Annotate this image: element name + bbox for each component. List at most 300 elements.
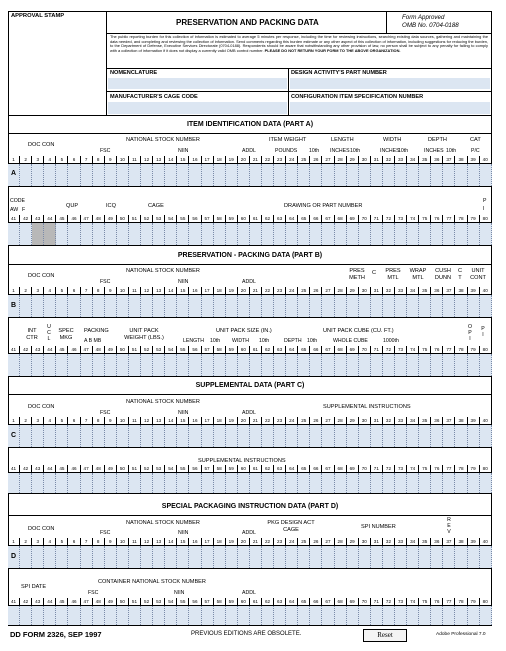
data-cell[interactable] bbox=[431, 546, 443, 568]
data-cell[interactable] bbox=[105, 606, 117, 625]
data-cell[interactable] bbox=[395, 546, 407, 568]
data-cell[interactable] bbox=[68, 546, 80, 568]
data-cell[interactable] bbox=[238, 546, 250, 568]
data-cell[interactable] bbox=[177, 354, 189, 376]
data-cell[interactable] bbox=[383, 425, 395, 447]
part-d-data-row-2[interactable] bbox=[8, 605, 492, 626]
data-cell[interactable] bbox=[468, 473, 480, 493]
data-cell[interactable] bbox=[238, 606, 250, 625]
data-cell[interactable] bbox=[141, 473, 153, 493]
data-cell[interactable] bbox=[419, 164, 431, 186]
data-cell[interactable] bbox=[32, 425, 44, 447]
data-cell[interactable] bbox=[310, 546, 322, 568]
data-cell[interactable] bbox=[407, 473, 419, 493]
data-cell[interactable] bbox=[310, 425, 322, 447]
data-cell[interactable] bbox=[407, 546, 419, 568]
data-cell[interactable] bbox=[347, 425, 359, 447]
data-cell[interactable] bbox=[455, 606, 467, 625]
data-cell[interactable] bbox=[105, 473, 117, 493]
data-cell[interactable] bbox=[383, 223, 395, 245]
data-cell[interactable] bbox=[238, 223, 250, 245]
data-cell[interactable] bbox=[44, 606, 56, 625]
data-cell[interactable] bbox=[20, 223, 32, 245]
reset-button[interactable]: Reset bbox=[363, 629, 407, 642]
data-cell[interactable] bbox=[347, 606, 359, 625]
data-cell[interactable] bbox=[322, 425, 334, 447]
data-cell[interactable] bbox=[468, 425, 480, 447]
data-cell[interactable] bbox=[153, 354, 165, 376]
data-cell[interactable] bbox=[226, 164, 238, 186]
data-cell[interactable] bbox=[20, 295, 32, 317]
data-cell[interactable] bbox=[117, 425, 129, 447]
data-cell[interactable] bbox=[93, 354, 105, 376]
data-cell[interactable] bbox=[93, 295, 105, 317]
data-cell[interactable] bbox=[407, 425, 419, 447]
data-cell[interactable] bbox=[32, 473, 44, 493]
data-cell[interactable] bbox=[480, 546, 492, 568]
data-cell[interactable] bbox=[153, 425, 165, 447]
data-cell[interactable] bbox=[480, 354, 492, 376]
data-cell[interactable] bbox=[359, 546, 371, 568]
data-cell[interactable] bbox=[177, 546, 189, 568]
data-cell[interactable] bbox=[298, 425, 310, 447]
data-cell[interactable] bbox=[262, 546, 274, 568]
part-a-data-row-1[interactable] bbox=[8, 163, 492, 187]
data-cell[interactable] bbox=[44, 354, 56, 376]
data-cell[interactable] bbox=[250, 606, 262, 625]
data-cell[interactable] bbox=[262, 164, 274, 186]
data-cell[interactable] bbox=[56, 606, 68, 625]
data-cell[interactable] bbox=[214, 546, 226, 568]
data-cell[interactable] bbox=[129, 223, 141, 245]
data-cell[interactable] bbox=[383, 473, 395, 493]
data-cell[interactable] bbox=[322, 606, 334, 625]
data-cell[interactable] bbox=[177, 473, 189, 493]
data-cell[interactable] bbox=[419, 606, 431, 625]
data-cell[interactable] bbox=[359, 354, 371, 376]
data-cell[interactable] bbox=[347, 473, 359, 493]
data-cell[interactable] bbox=[250, 473, 262, 493]
data-cell[interactable] bbox=[129, 164, 141, 186]
part-d-data-row-1[interactable] bbox=[8, 545, 492, 569]
data-cell[interactable] bbox=[443, 546, 455, 568]
data-cell[interactable] bbox=[468, 295, 480, 317]
data-cell[interactable] bbox=[431, 473, 443, 493]
data-cell[interactable] bbox=[335, 164, 347, 186]
data-cell[interactable] bbox=[20, 425, 32, 447]
data-cell[interactable] bbox=[322, 164, 334, 186]
data-cell[interactable] bbox=[286, 164, 298, 186]
data-cell[interactable] bbox=[153, 164, 165, 186]
part-a-data-row-2[interactable] bbox=[8, 222, 492, 246]
data-cell[interactable] bbox=[274, 295, 286, 317]
data-cell[interactable] bbox=[189, 223, 201, 245]
data-cell[interactable] bbox=[371, 473, 383, 493]
data-cell[interactable] bbox=[468, 606, 480, 625]
data-cell[interactable] bbox=[32, 164, 44, 186]
data-cell[interactable] bbox=[335, 606, 347, 625]
data-cell[interactable] bbox=[395, 223, 407, 245]
data-cell[interactable] bbox=[129, 546, 141, 568]
data-cell[interactable] bbox=[226, 295, 238, 317]
data-cell[interactable] bbox=[153, 223, 165, 245]
data-cell[interactable] bbox=[371, 295, 383, 317]
data-cell[interactable] bbox=[262, 295, 274, 317]
data-cell[interactable] bbox=[238, 164, 250, 186]
data-cell[interactable] bbox=[347, 164, 359, 186]
data-cell[interactable] bbox=[407, 223, 419, 245]
data-cell[interactable] bbox=[455, 164, 467, 186]
data-cell[interactable] bbox=[117, 295, 129, 317]
data-cell[interactable] bbox=[8, 473, 20, 493]
data-cell[interactable] bbox=[44, 473, 56, 493]
data-cell[interactable] bbox=[262, 223, 274, 245]
data-cell[interactable] bbox=[298, 473, 310, 493]
data-cell[interactable] bbox=[335, 354, 347, 376]
data-cell[interactable] bbox=[468, 164, 480, 186]
data-cell[interactable] bbox=[165, 606, 177, 625]
data-cell[interactable] bbox=[68, 223, 80, 245]
data-cell[interactable] bbox=[419, 223, 431, 245]
data-cell[interactable] bbox=[153, 546, 165, 568]
data-cell[interactable] bbox=[395, 473, 407, 493]
data-cell[interactable] bbox=[286, 546, 298, 568]
data-cell[interactable] bbox=[335, 223, 347, 245]
data-cell[interactable] bbox=[129, 425, 141, 447]
data-cell[interactable] bbox=[20, 606, 32, 625]
data-cell[interactable] bbox=[226, 354, 238, 376]
data-cell[interactable] bbox=[56, 223, 68, 245]
data-cell[interactable] bbox=[141, 606, 153, 625]
data-cell[interactable] bbox=[189, 354, 201, 376]
data-cell[interactable] bbox=[81, 425, 93, 447]
data-cell[interactable] bbox=[165, 223, 177, 245]
data-cell[interactable] bbox=[383, 606, 395, 625]
data-cell[interactable] bbox=[214, 164, 226, 186]
data-cell[interactable] bbox=[81, 546, 93, 568]
data-cell[interactable] bbox=[93, 606, 105, 625]
data-cell[interactable] bbox=[455, 546, 467, 568]
data-cell[interactable] bbox=[298, 606, 310, 625]
data-cell[interactable] bbox=[202, 295, 214, 317]
part-b-data-row-1[interactable] bbox=[8, 294, 492, 318]
part-c-data-row-2[interactable] bbox=[8, 472, 492, 494]
data-cell[interactable] bbox=[443, 606, 455, 625]
data-cell[interactable] bbox=[44, 295, 56, 317]
data-cell[interactable] bbox=[431, 354, 443, 376]
data-cell[interactable] bbox=[20, 164, 32, 186]
data-cell[interactable] bbox=[81, 164, 93, 186]
data-cell[interactable] bbox=[419, 354, 431, 376]
data-cell[interactable] bbox=[359, 606, 371, 625]
data-cell[interactable] bbox=[431, 606, 443, 625]
data-cell[interactable] bbox=[105, 425, 117, 447]
data-cell[interactable] bbox=[189, 425, 201, 447]
data-cell[interactable] bbox=[202, 223, 214, 245]
data-cell[interactable] bbox=[480, 606, 492, 625]
data-cell[interactable] bbox=[153, 473, 165, 493]
data-cell[interactable] bbox=[56, 425, 68, 447]
data-cell[interactable] bbox=[480, 295, 492, 317]
data-cell[interactable] bbox=[407, 606, 419, 625]
data-cell[interactable] bbox=[335, 473, 347, 493]
data-cell[interactable] bbox=[310, 606, 322, 625]
data-cell[interactable] bbox=[141, 546, 153, 568]
data-cell[interactable] bbox=[310, 354, 322, 376]
data-cell[interactable] bbox=[81, 354, 93, 376]
data-cell[interactable] bbox=[177, 606, 189, 625]
data-cell[interactable] bbox=[298, 546, 310, 568]
data-cell[interactable] bbox=[286, 295, 298, 317]
data-cell[interactable] bbox=[395, 295, 407, 317]
data-cell[interactable] bbox=[274, 164, 286, 186]
data-cell[interactable] bbox=[68, 473, 80, 493]
data-cell[interactable] bbox=[347, 546, 359, 568]
data-cell[interactable] bbox=[250, 354, 262, 376]
data-cell[interactable] bbox=[214, 473, 226, 493]
data-cell[interactable] bbox=[105, 164, 117, 186]
data-cell[interactable] bbox=[56, 546, 68, 568]
data-cell[interactable] bbox=[141, 295, 153, 317]
data-cell[interactable] bbox=[117, 473, 129, 493]
data-cell[interactable] bbox=[371, 354, 383, 376]
data-cell[interactable] bbox=[32, 354, 44, 376]
data-cell[interactable] bbox=[165, 295, 177, 317]
data-cell[interactable] bbox=[419, 425, 431, 447]
data-cell[interactable] bbox=[274, 546, 286, 568]
data-cell[interactable] bbox=[407, 295, 419, 317]
data-cell[interactable] bbox=[262, 354, 274, 376]
data-cell[interactable] bbox=[20, 546, 32, 568]
data-cell[interactable] bbox=[105, 546, 117, 568]
data-cell[interactable] bbox=[8, 606, 20, 625]
data-cell[interactable] bbox=[141, 354, 153, 376]
data-cell[interactable] bbox=[250, 295, 262, 317]
data-cell[interactable] bbox=[310, 295, 322, 317]
config-spec-field[interactable] bbox=[290, 102, 490, 114]
data-cell[interactable] bbox=[262, 606, 274, 625]
data-cell[interactable] bbox=[117, 223, 129, 245]
data-cell[interactable] bbox=[298, 223, 310, 245]
data-cell[interactable] bbox=[407, 164, 419, 186]
data-cell[interactable] bbox=[177, 223, 189, 245]
data-cell[interactable] bbox=[359, 425, 371, 447]
data-cell[interactable] bbox=[371, 606, 383, 625]
data-cell[interactable] bbox=[153, 606, 165, 625]
data-cell[interactable] bbox=[226, 606, 238, 625]
data-cell[interactable] bbox=[298, 354, 310, 376]
data-cell[interactable] bbox=[480, 164, 492, 186]
data-cell[interactable] bbox=[359, 164, 371, 186]
data-cell[interactable] bbox=[189, 546, 201, 568]
data-cell[interactable] bbox=[44, 425, 56, 447]
design-part-field[interactable] bbox=[290, 78, 490, 89]
data-cell[interactable] bbox=[359, 295, 371, 317]
data-cell[interactable] bbox=[443, 425, 455, 447]
data-cell[interactable] bbox=[93, 546, 105, 568]
data-cell[interactable] bbox=[431, 223, 443, 245]
data-cell[interactable] bbox=[322, 354, 334, 376]
data-cell[interactable] bbox=[226, 546, 238, 568]
data-cell[interactable] bbox=[395, 606, 407, 625]
data-cell[interactable] bbox=[419, 295, 431, 317]
data-cell[interactable] bbox=[455, 425, 467, 447]
data-cell[interactable] bbox=[129, 295, 141, 317]
cage-code-field[interactable] bbox=[108, 102, 287, 114]
data-cell[interactable] bbox=[177, 164, 189, 186]
data-cell[interactable] bbox=[32, 295, 44, 317]
data-cell[interactable] bbox=[407, 354, 419, 376]
data-cell[interactable] bbox=[443, 473, 455, 493]
data-cell[interactable] bbox=[165, 546, 177, 568]
data-cell[interactable] bbox=[177, 295, 189, 317]
data-cell[interactable] bbox=[202, 425, 214, 447]
data-cell[interactable] bbox=[20, 354, 32, 376]
data-cell[interactable] bbox=[274, 473, 286, 493]
data-cell[interactable] bbox=[286, 425, 298, 447]
data-cell[interactable] bbox=[274, 223, 286, 245]
data-cell[interactable] bbox=[298, 295, 310, 317]
data-cell[interactable] bbox=[419, 546, 431, 568]
data-cell[interactable] bbox=[32, 606, 44, 625]
data-cell[interactable] bbox=[455, 223, 467, 245]
data-cell[interactable] bbox=[322, 546, 334, 568]
data-cell[interactable] bbox=[214, 425, 226, 447]
data-cell[interactable] bbox=[322, 473, 334, 493]
data-cell[interactable] bbox=[371, 546, 383, 568]
data-cell[interactable] bbox=[214, 354, 226, 376]
data-cell[interactable] bbox=[371, 223, 383, 245]
data-cell[interactable] bbox=[347, 223, 359, 245]
data-cell[interactable] bbox=[20, 473, 32, 493]
data-cell[interactable] bbox=[81, 295, 93, 317]
data-cell[interactable] bbox=[202, 606, 214, 625]
data-cell[interactable] bbox=[359, 473, 371, 493]
data-cell[interactable] bbox=[189, 606, 201, 625]
data-cell[interactable] bbox=[189, 473, 201, 493]
data-cell[interactable] bbox=[383, 354, 395, 376]
data-cell[interactable] bbox=[105, 295, 117, 317]
data-cell[interactable] bbox=[68, 164, 80, 186]
data-cell[interactable] bbox=[117, 546, 129, 568]
data-cell[interactable] bbox=[165, 473, 177, 493]
data-cell[interactable] bbox=[214, 223, 226, 245]
data-cell[interactable] bbox=[468, 223, 480, 245]
data-cell[interactable] bbox=[202, 546, 214, 568]
data-cell[interactable] bbox=[443, 354, 455, 376]
part-c-data-row-1[interactable] bbox=[8, 424, 492, 448]
data-cell[interactable] bbox=[335, 425, 347, 447]
data-cell[interactable] bbox=[419, 473, 431, 493]
data-cell[interactable] bbox=[8, 223, 20, 245]
data-cell[interactable] bbox=[141, 164, 153, 186]
data-cell[interactable] bbox=[202, 164, 214, 186]
data-cell[interactable] bbox=[202, 354, 214, 376]
data-cell[interactable] bbox=[310, 164, 322, 186]
data-cell[interactable] bbox=[105, 354, 117, 376]
data-cell[interactable] bbox=[153, 295, 165, 317]
data-cell[interactable] bbox=[443, 295, 455, 317]
data-cell[interactable] bbox=[383, 164, 395, 186]
data-cell[interactable] bbox=[214, 295, 226, 317]
data-cell[interactable] bbox=[250, 164, 262, 186]
data-cell[interactable] bbox=[68, 606, 80, 625]
data-cell[interactable] bbox=[44, 164, 56, 186]
data-cell[interactable] bbox=[129, 473, 141, 493]
data-cell[interactable] bbox=[56, 354, 68, 376]
data-cell[interactable] bbox=[298, 164, 310, 186]
data-cell[interactable] bbox=[359, 223, 371, 245]
data-cell[interactable] bbox=[322, 295, 334, 317]
data-cell[interactable] bbox=[117, 606, 129, 625]
nomenclature-field[interactable] bbox=[108, 78, 287, 89]
data-cell[interactable] bbox=[214, 606, 226, 625]
data-cell[interactable] bbox=[347, 295, 359, 317]
data-cell[interactable] bbox=[165, 164, 177, 186]
data-cell[interactable] bbox=[347, 354, 359, 376]
data-cell[interactable] bbox=[262, 473, 274, 493]
data-cell[interactable] bbox=[443, 164, 455, 186]
data-cell[interactable] bbox=[286, 606, 298, 625]
data-cell[interactable] bbox=[322, 223, 334, 245]
data-cell[interactable] bbox=[468, 546, 480, 568]
data-cell[interactable] bbox=[129, 606, 141, 625]
data-cell[interactable] bbox=[44, 546, 56, 568]
data-cell[interactable] bbox=[262, 425, 274, 447]
data-cell[interactable] bbox=[286, 223, 298, 245]
data-cell[interactable] bbox=[286, 354, 298, 376]
data-cell[interactable] bbox=[310, 473, 322, 493]
data-cell[interactable] bbox=[383, 295, 395, 317]
data-cell[interactable] bbox=[335, 295, 347, 317]
data-cell[interactable] bbox=[93, 164, 105, 186]
data-cell[interactable] bbox=[117, 164, 129, 186]
data-cell[interactable] bbox=[105, 223, 117, 245]
data-cell[interactable] bbox=[81, 473, 93, 493]
data-cell[interactable] bbox=[395, 425, 407, 447]
data-cell[interactable] bbox=[141, 223, 153, 245]
data-cell[interactable] bbox=[81, 223, 93, 245]
data-cell[interactable] bbox=[371, 164, 383, 186]
data-cell[interactable] bbox=[226, 425, 238, 447]
data-cell[interactable] bbox=[68, 425, 80, 447]
data-cell[interactable] bbox=[395, 164, 407, 186]
data-cell[interactable] bbox=[480, 473, 492, 493]
data-cell[interactable] bbox=[189, 295, 201, 317]
data-cell[interactable] bbox=[238, 473, 250, 493]
data-cell[interactable] bbox=[455, 354, 467, 376]
data-cell[interactable] bbox=[250, 425, 262, 447]
data-cell[interactable] bbox=[335, 546, 347, 568]
data-cell[interactable] bbox=[93, 473, 105, 493]
data-cell[interactable] bbox=[56, 295, 68, 317]
data-cell[interactable] bbox=[81, 606, 93, 625]
data-cell[interactable] bbox=[250, 223, 262, 245]
part-b-data-row-2[interactable] bbox=[8, 353, 492, 377]
data-cell[interactable] bbox=[93, 223, 105, 245]
data-cell[interactable] bbox=[238, 425, 250, 447]
data-cell[interactable] bbox=[431, 425, 443, 447]
data-cell[interactable] bbox=[395, 354, 407, 376]
data-cell[interactable] bbox=[274, 354, 286, 376]
data-cell[interactable] bbox=[431, 295, 443, 317]
data-cell[interactable] bbox=[8, 354, 20, 376]
data-cell[interactable] bbox=[238, 354, 250, 376]
data-cell[interactable] bbox=[165, 425, 177, 447]
data-cell[interactable] bbox=[431, 164, 443, 186]
data-cell[interactable] bbox=[238, 295, 250, 317]
data-cell[interactable] bbox=[226, 223, 238, 245]
